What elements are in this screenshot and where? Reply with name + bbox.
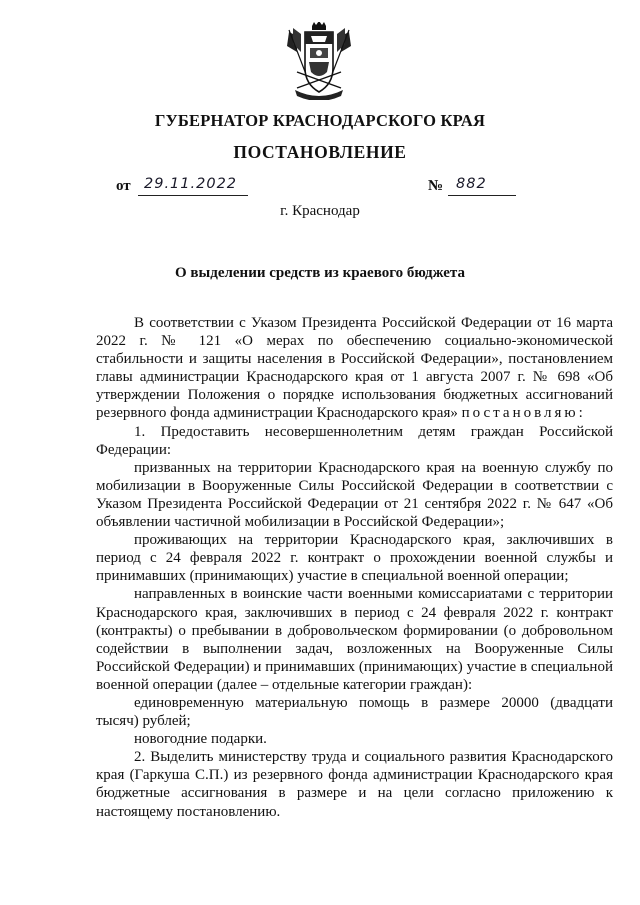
number-label: № — [428, 178, 444, 194]
document-type: ПОСТАНОВЛЕНИЕ — [233, 142, 407, 162]
clause-1: 1. Предоставить несовершеннолетним детям граждан Российской Федерации: — [96, 423, 613, 458]
clause-1-item-b: проживающих на территории Краснодарского края, заключивших в период с 24 февраля 2022 г. контракт о прохождении военной службы и принимавших (принимающих) участие в специальной военной операции; — [96, 532, 613, 585]
date-label: от — [116, 178, 131, 194]
clause-1-item-a: призванных на территории Краснодарского края на военную службу по мобилизации в Вооруженные Силы Российской Федерации в соответствии с Указом Президента Российской Федерации от 21 сентября 2022 г. № 647 «Об объявлении частичной мобилизации в Российской Федерации»; — [96, 459, 613, 531]
clause-1-item-e: новогодние подарки. — [134, 731, 267, 748]
date-value: 29.11.2022 — [144, 176, 238, 192]
date-number-row — [0, 176, 640, 198]
number-underline — [448, 195, 516, 196]
resolve-word: постановляю: — [461, 405, 586, 422]
number-value: 882 — [456, 176, 487, 192]
document-body — [96, 314, 613, 821]
document-title: О выделении средств из краевого бюджета — [175, 265, 465, 281]
coat-of-arms-emblem — [283, 22, 355, 100]
date-underline — [138, 195, 248, 196]
city: г. Краснодар — [280, 203, 360, 219]
clause-2: 2. Выделить министерству труда и социального развития Краснодарского края (Гаркуша С.П.) из резервного фонда администрации Краснодарского края бюджетные ассигнования в размере и на цели согласно приложению к настоящему постановлению. — [96, 749, 613, 820]
clause-1-item-c: направленных в воинские части военными комиссариатами с территории Краснодарского края, заключивших в период с 24 февраля 2022 г. контракт (контракты) о пребывании в добровольческом формировании (о добровольном содействии в выполнении задач, возложенных на Вооруженные Силы Российской Федерации) и принимавших (принимающих) участие в специальной военной операции (далее – отдельные категории граждан): — [96, 586, 613, 693]
organization-heading: ГУБЕРНАТОР КРАСНОДАРСКОГО КРАЯ — [154, 111, 486, 130]
preamble-paragraph: В соответствии с Указом Президента Российской Федерации от 16 марта 2022 г. № 121 «О мерах по обеспечению социально-экономической стабильности и защиты населения в Российской Федерации», постановлением главы администрации Краснодарского края от 1 августа 2007 г. № 698 «Об утверждении Положения о порядке использования бюджетных ассигнований резервного фонда администрации Краснодарского края» постановляю: — [96, 315, 613, 422]
clause-1-item-d: единовременную материальную помощь в размере 20000 (двадцати тысяч) рублей; — [96, 694, 613, 730]
